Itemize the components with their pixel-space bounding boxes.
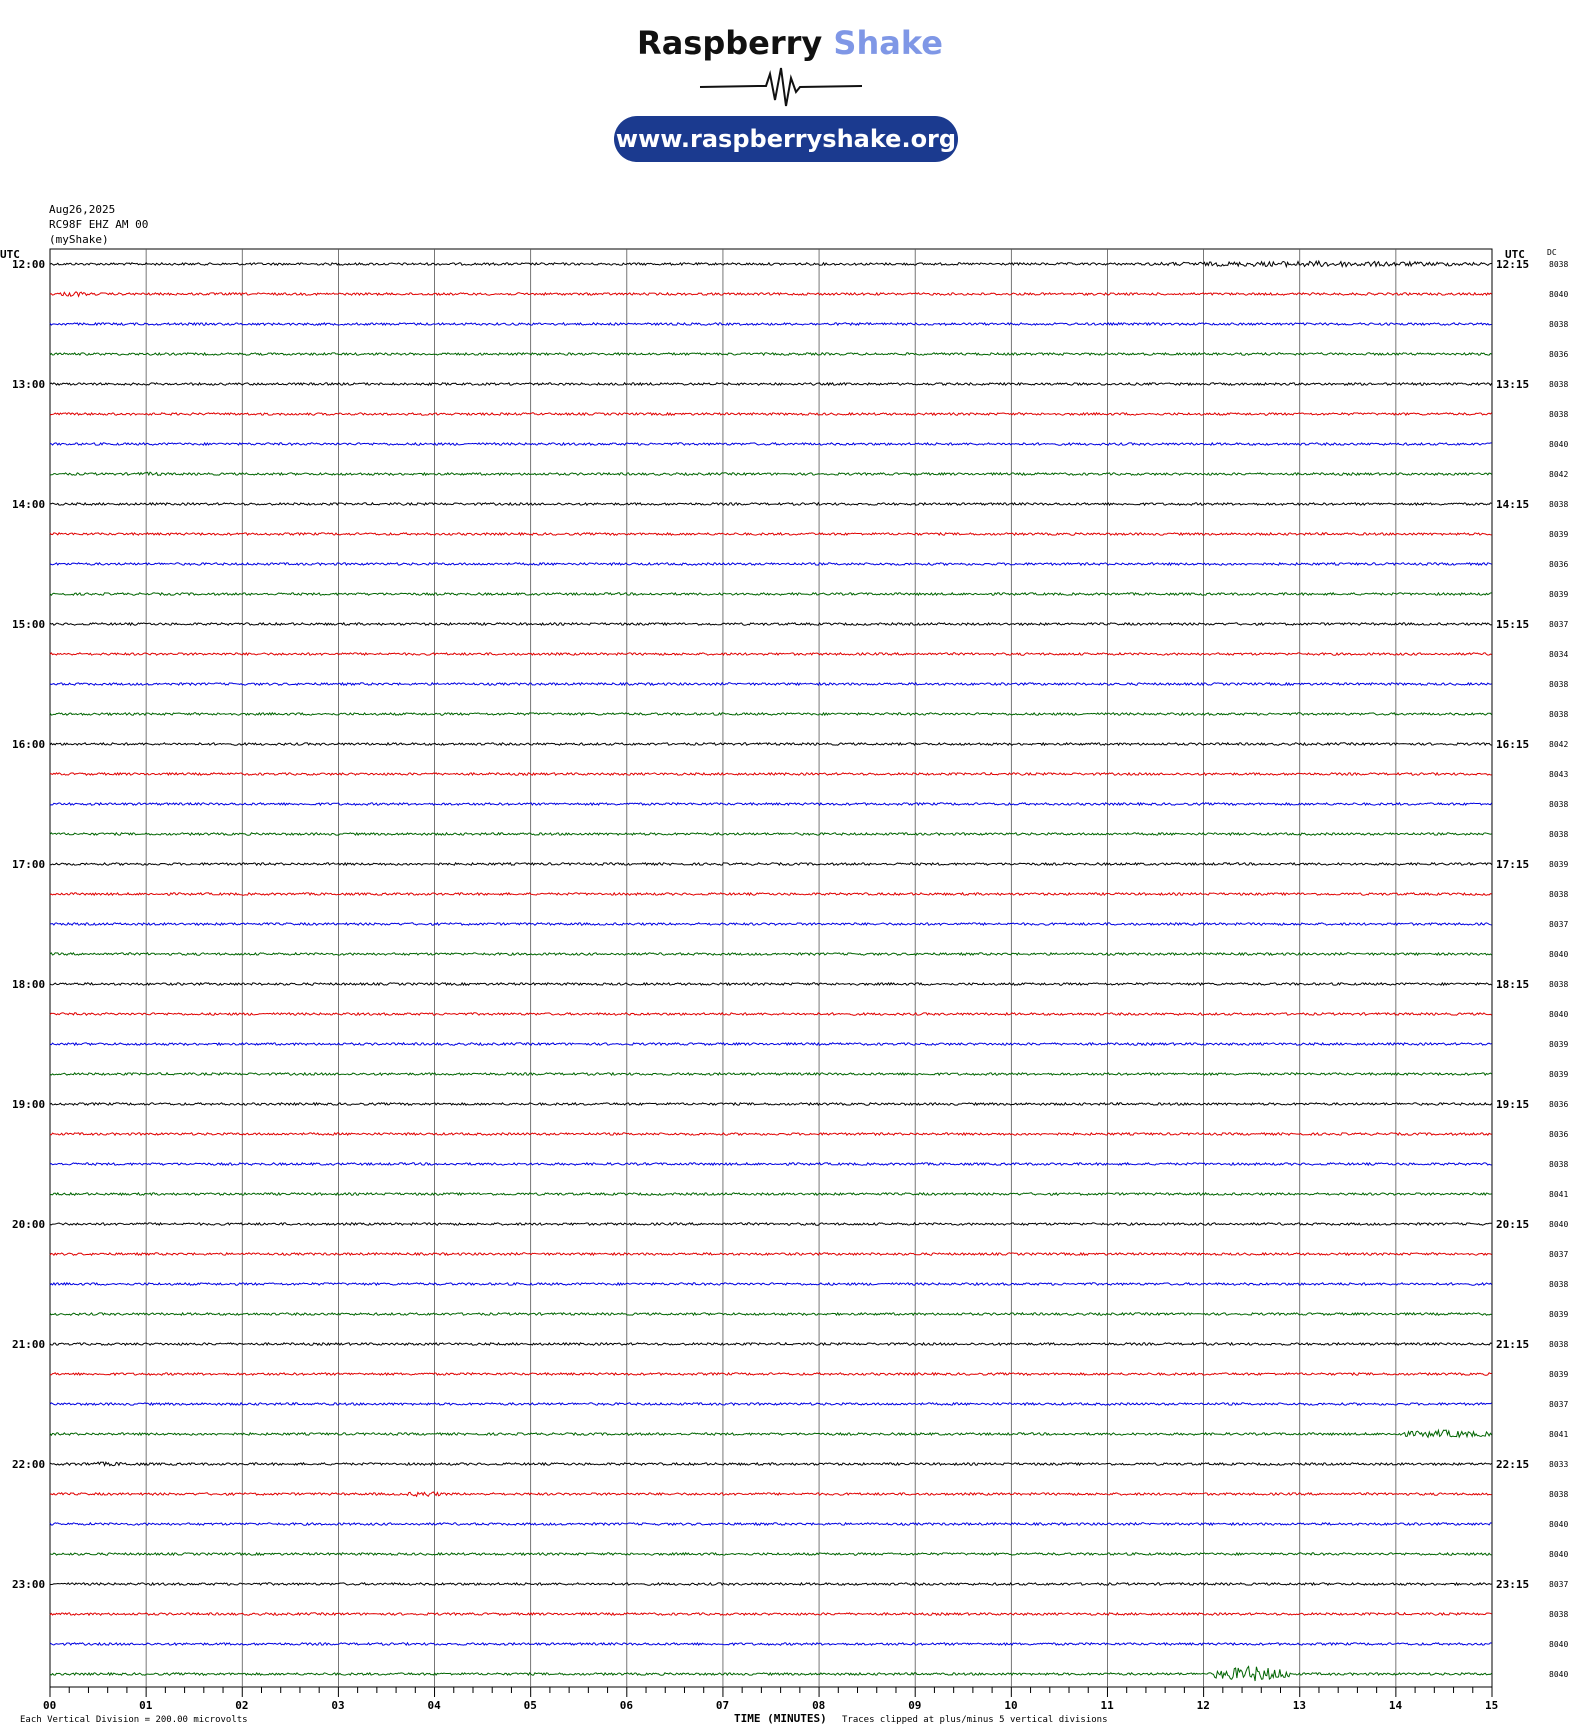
- dc-value-label: 8041: [1549, 1190, 1569, 1199]
- seismic-trace: [50, 1523, 1492, 1525]
- seismic-trace: [50, 1343, 1492, 1345]
- seismic-trace: [50, 413, 1492, 415]
- x-tick-label: 02: [235, 1699, 249, 1712]
- dc-value-label: 8038: [1549, 1490, 1569, 1499]
- dc-value-label: 8039: [1549, 860, 1569, 869]
- dc-value-label: 8037: [1549, 620, 1569, 629]
- hour-label-right: 17:15: [1496, 858, 1530, 871]
- seismic-trace: [50, 1430, 1492, 1437]
- seismic-trace: [50, 1073, 1492, 1075]
- seismic-trace: [50, 1313, 1492, 1315]
- seismic-trace: [50, 593, 1492, 595]
- seismic-trace: [50, 953, 1492, 955]
- seismic-trace: [50, 261, 1492, 267]
- hour-label-right: 19:15: [1496, 1098, 1530, 1111]
- dc-value-label: 8037: [1549, 1580, 1569, 1589]
- seismic-trace: [50, 863, 1492, 865]
- dc-value-label: 8039: [1549, 1040, 1569, 1049]
- dc-value-label: 8036: [1549, 350, 1569, 359]
- dc-value-label: 8038: [1549, 1610, 1569, 1619]
- dc-value-label: 8038: [1549, 830, 1569, 839]
- hour-label-left: 12:00: [12, 258, 46, 271]
- dc-value-label: 8040: [1549, 1220, 1569, 1229]
- x-tick-label: 15: [1485, 1699, 1499, 1712]
- x-tick-label: 01: [139, 1699, 153, 1712]
- dc-value-label: 8042: [1549, 740, 1569, 749]
- hour-label-left: 20:00: [12, 1218, 46, 1231]
- dc-value-label: 8038: [1549, 890, 1569, 899]
- seismic-trace: [50, 923, 1492, 925]
- dc-axis-title: DC: [1547, 248, 1557, 257]
- hour-label-left: 17:00: [12, 858, 46, 871]
- x-tick-label: 14: [1388, 1699, 1403, 1712]
- dc-value-label: 8038: [1549, 680, 1569, 689]
- dc-value-label: 8039: [1549, 530, 1569, 539]
- dc-value-label: 8040: [1549, 1640, 1569, 1649]
- footer-scale-note: Each Vertical Division = 200.00 microvolts: [20, 1715, 248, 1725]
- hour-label-right: 22:15: [1496, 1458, 1530, 1471]
- dc-value-label: 8034: [1549, 650, 1569, 659]
- seismic-trace: [50, 773, 1492, 775]
- footer-clip-note: Traces clipped at plus/minus 5 vertical divisions: [842, 1715, 1108, 1725]
- brand-name-part1: Raspberry: [637, 24, 823, 62]
- seismic-trace: [50, 713, 1492, 715]
- hour-label-right: 18:15: [1496, 978, 1530, 991]
- seismic-trace: [50, 983, 1492, 985]
- seismic-trace: [50, 292, 1492, 297]
- x-tick-label: 04: [427, 1699, 441, 1712]
- seismic-trace: [50, 743, 1492, 745]
- hour-label-left: 15:00: [12, 618, 46, 631]
- x-tick-label: 00: [43, 1699, 57, 1712]
- dc-value-label: 8038: [1549, 260, 1569, 269]
- seismic-trace: [50, 503, 1492, 505]
- hour-label-left: 18:00: [12, 978, 46, 991]
- seismic-trace: [50, 1133, 1492, 1135]
- x-tick-label: 09: [908, 1699, 922, 1712]
- x-axis-title: TIME (MINUTES): [734, 1712, 827, 1725]
- dc-value-label: 8038: [1549, 710, 1569, 719]
- dc-value-label: 8040: [1549, 1550, 1569, 1559]
- seismic-trace: [50, 1163, 1492, 1165]
- seismic-trace: [50, 533, 1492, 535]
- dc-value-label: 8037: [1549, 1400, 1569, 1409]
- dc-value-label: 8037: [1549, 920, 1569, 929]
- hour-label-right: 13:15: [1496, 378, 1530, 391]
- dc-value-label: 8038: [1549, 980, 1569, 989]
- dc-value-label: 8033: [1549, 1460, 1569, 1469]
- x-tick-label: 13: [1292, 1699, 1306, 1712]
- x-tick-label: 03: [331, 1699, 345, 1712]
- dc-value-label: 8038: [1549, 500, 1569, 509]
- right-axis-title: UTC: [1505, 248, 1525, 261]
- hour-label-left: 21:00: [12, 1338, 46, 1351]
- dc-value-label: 8043: [1549, 770, 1569, 779]
- dc-value-label: 8038: [1549, 1340, 1569, 1349]
- hour-label-right: 21:15: [1496, 1338, 1530, 1351]
- seismic-trace: [50, 833, 1492, 835]
- seismic-trace: [50, 1253, 1492, 1255]
- seismic-trace: [50, 1643, 1492, 1645]
- dc-value-label: 8040: [1549, 1670, 1569, 1679]
- left-axis-title: UTC: [0, 248, 20, 261]
- dc-value-label: 8037: [1549, 1250, 1569, 1259]
- x-tick-label: 07: [715, 1699, 730, 1712]
- dc-value-label: 8040: [1549, 1520, 1569, 1529]
- x-tick-label: 11: [1100, 1699, 1114, 1712]
- seismic-trace: [50, 563, 1492, 565]
- dc-value-label: 8039: [1549, 1370, 1569, 1379]
- dc-value-label: 8041: [1549, 1430, 1569, 1439]
- network-label: (myShake): [49, 233, 109, 246]
- website-link[interactable]: www.raspberryshake.org: [614, 116, 958, 162]
- seismic-trace: [50, 323, 1492, 325]
- seismic-trace: [50, 893, 1492, 895]
- hour-label-left: 16:00: [12, 738, 46, 751]
- dc-value-label: 8038: [1549, 380, 1569, 389]
- seismic-traces: [50, 261, 1492, 1681]
- hour-label-right: 16:15: [1496, 738, 1530, 751]
- x-tick-label: 12: [1196, 1699, 1210, 1712]
- dc-value-label: 8038: [1549, 1280, 1569, 1289]
- seismic-trace: [50, 1667, 1492, 1682]
- seismic-trace: [50, 1583, 1492, 1585]
- seismic-trace: [50, 1013, 1492, 1015]
- hour-label-right: 12:15: [1496, 258, 1530, 271]
- seismic-trace: [50, 1553, 1492, 1555]
- station-label: RC98F EHZ AM 00: [49, 218, 149, 231]
- dc-value-label: 8039: [1549, 1070, 1569, 1079]
- seismic-trace: [50, 653, 1492, 655]
- seismic-trace: [50, 623, 1492, 625]
- hour-label-left: 13:00: [12, 378, 46, 391]
- hour-label-right: 20:15: [1496, 1218, 1530, 1231]
- seismic-trace: [50, 1492, 1492, 1496]
- dc-value-label: 8036: [1549, 560, 1569, 569]
- hour-label-left: 14:00: [12, 498, 46, 511]
- x-tick-label: 05: [523, 1699, 537, 1712]
- seismic-trace: [50, 472, 1492, 475]
- seismic-trace: [50, 1043, 1492, 1045]
- dc-value-label: 8040: [1549, 950, 1569, 959]
- axis-labels: [0, 248, 1568, 1725]
- vertical-gridlines: [50, 249, 1492, 1697]
- dc-value-label: 8038: [1549, 800, 1569, 809]
- seismic-trace: [50, 383, 1492, 385]
- seismic-trace: [50, 1613, 1492, 1615]
- hour-label-left: 23:00: [12, 1578, 46, 1591]
- dc-value-label: 8038: [1549, 1160, 1569, 1169]
- x-tick-label: 06: [619, 1699, 634, 1712]
- date-label: Aug26,2025: [49, 203, 116, 216]
- hour-label-right: 14:15: [1496, 498, 1530, 511]
- dc-value-label: 8039: [1549, 590, 1569, 599]
- seismic-trace: [50, 1283, 1492, 1285]
- dc-value-label: 8038: [1549, 320, 1569, 329]
- seismic-trace: [50, 1103, 1492, 1105]
- seismic-trace: [50, 683, 1492, 685]
- dc-value-label: 8036: [1549, 1130, 1569, 1139]
- dc-value-label: 8038: [1549, 410, 1569, 419]
- seismic-trace: [50, 1373, 1492, 1375]
- seismic-trace: [50, 1462, 1492, 1465]
- seismic-trace: [50, 1403, 1492, 1405]
- hour-label-right: 23:15: [1496, 1578, 1530, 1591]
- brand-name-part2: Shake: [833, 24, 943, 62]
- plot-frame: [50, 249, 1492, 1687]
- seismic-trace: [50, 443, 1492, 445]
- seismic-trace: [50, 1193, 1492, 1195]
- dc-value-label: 8042: [1549, 470, 1569, 479]
- seismic-trace: [50, 353, 1492, 355]
- x-tick-label: 08: [812, 1699, 826, 1712]
- seismic-trace: [50, 803, 1492, 805]
- hour-label-left: 19:00: [12, 1098, 46, 1111]
- x-tick-label: 10: [1004, 1699, 1018, 1712]
- seismic-trace: [50, 1223, 1492, 1225]
- dc-value-label: 8040: [1549, 1010, 1569, 1019]
- dc-value-label: 8036: [1549, 1100, 1569, 1109]
- dc-value-label: 8040: [1549, 440, 1569, 449]
- dc-value-label: 8039: [1549, 1310, 1569, 1319]
- hour-label-left: 22:00: [12, 1458, 46, 1471]
- dc-value-label: 8040: [1549, 290, 1569, 299]
- hour-label-right: 15:15: [1496, 618, 1530, 631]
